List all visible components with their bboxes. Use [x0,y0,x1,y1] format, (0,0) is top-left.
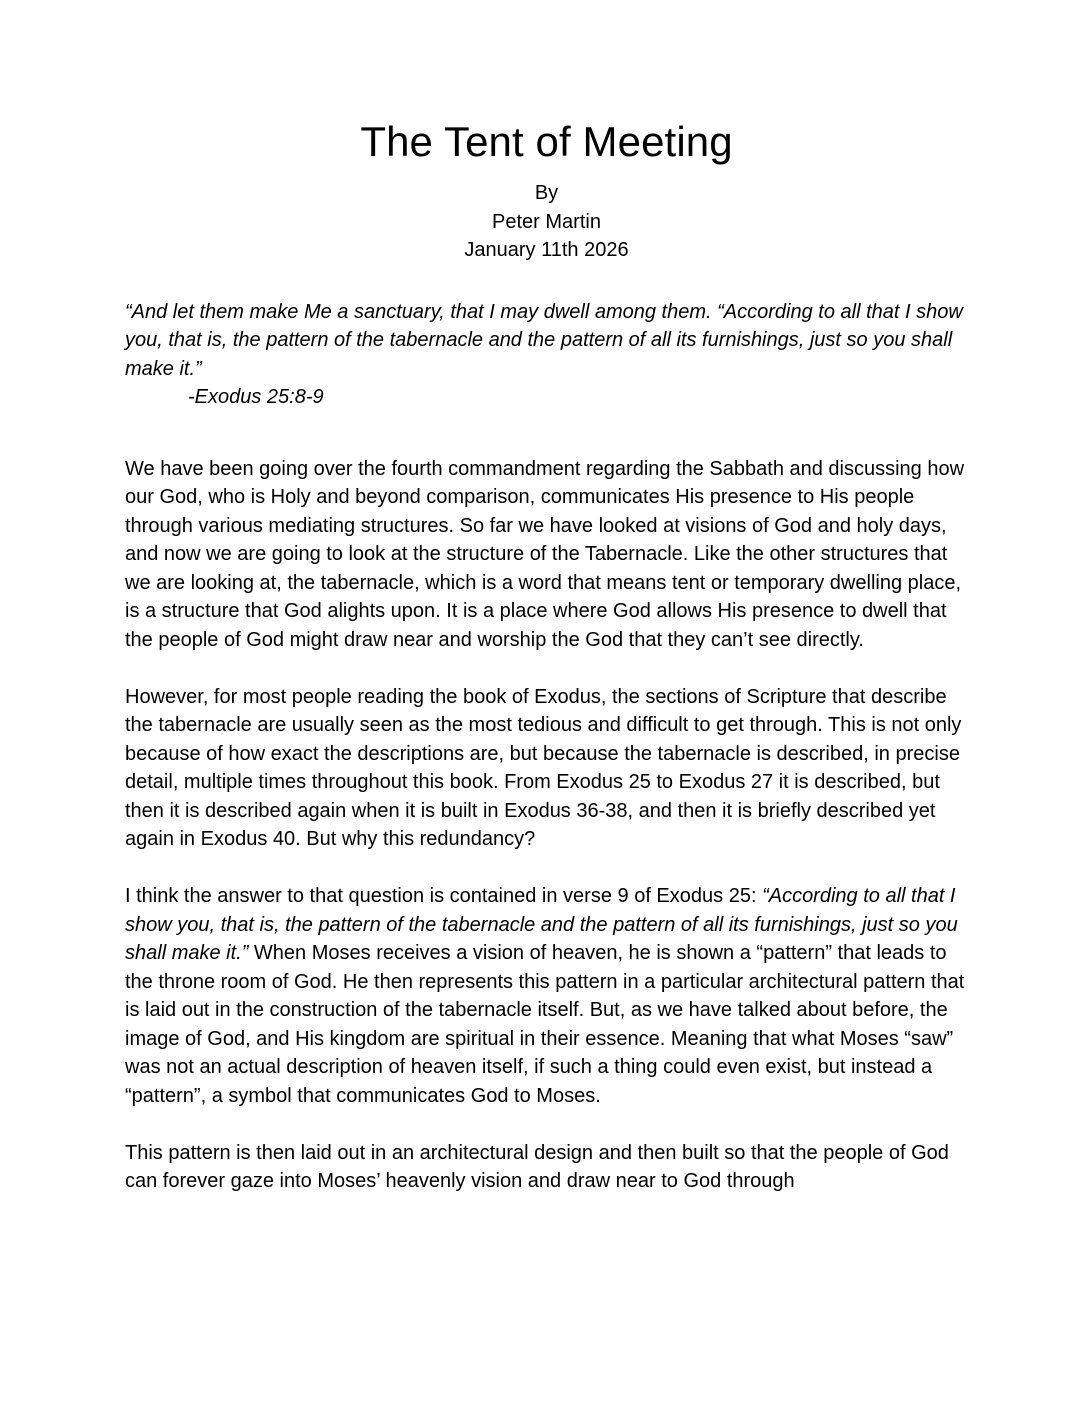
paragraph-3-tail-text: When Moses receives a vision of heaven, he is shown a “pattern” that leads to the throne room of God. He then represents this pattern in a particular architectural pattern that is laid out in the construction of the tabernacle itself. But, as we have talked about before, the image of God, and His kingdom are spiritual in their essence. Meaning that what Moses “saw” was not an actual description of heaven itself, if such a thing could even exist, but instead a “pattern”, a symbol that communicates God to Moses. [125,942,965,1107]
body-paragraph-1: We have been going over the fourth commandment regarding the Sabbath and discussing how our God, who is Holy and beyond comparison, communicates His presence to His people through various mediating structures. So far we have looked at visions of God and holy days, and now we are going to look at the structure of the Tabernacle. Like the other structures that we are looking at, the tabernacle, which is a word that means tent or temporary dwelling place, is a structure that God alights upon. It is a place where God allows His presence to dwell that the people of God might draw near and worship the God that they can’t see directly. [125,457,965,651]
byline-block [125,167,968,265]
body-paragraph-2: However, for most people reading the book of Exodus, the sections of Scripture that describe the tabernacle are usually seen as the most tedious and difficult to get through. This is not only because of how exact the descriptions are, but because the tabernacle is described, in precise detail, multiple times throughout this book. From Exodus 25 to Exodus 27 it is described, but then it is described again when it is built in Exodus 36-38, and then it is briefly described yet again in Exodus 40. But why this redundancy? [125,685,962,850]
paragraph-3-inline-quote: “According to all that I show you, that is, the pattern of the tabernacle and the pattern of all its furnishings, just so you shall make it.” [125,885,958,964]
document-content [125,0,968,1196]
body-paragraph-3 [125,854,968,1111]
byline-author: Peter Martin [492,210,601,233]
byline-by-label: By [534,182,559,204]
body-paragraph-4: This pattern is then laid out in an architectural design and then built so that the people of God can forever gaze into Moses’ heavenly vision and draw near to God through [125,1141,949,1192]
epigraph-citation: -Exodus 25:8-9 [188,386,324,408]
paragraph-3-lead-text: I think the answer to that question is contained in verse 9 of Exodus 25: [125,885,763,907]
epigraph-quote: “And let them make Me a sanctuary, that I may dwell among them. “According to all that I show you, that is, the pattern of the tabernacle and the pattern of all its furnishings, just so you shall make it.” [125,300,963,380]
byline-date: January 11th 2026 [464,239,629,261]
page-title: The Tent of Meeting [360,118,733,165]
